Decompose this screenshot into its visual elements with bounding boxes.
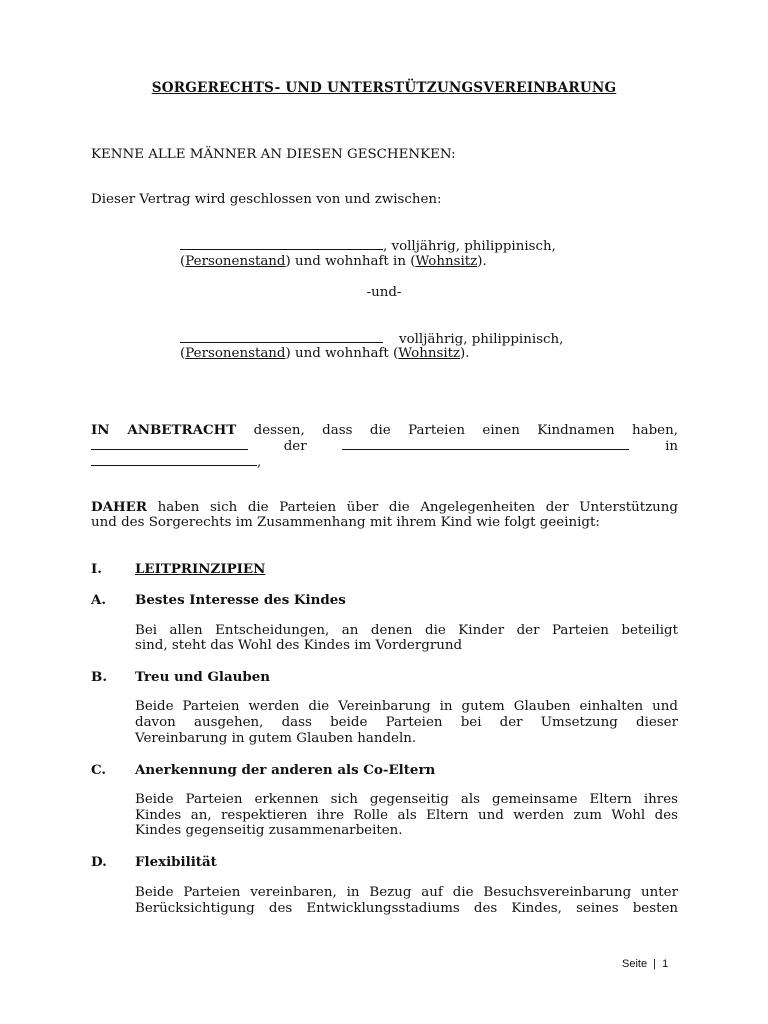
- child-birth-blank: [342, 438, 629, 450]
- whereas-line2: der in: [91, 438, 678, 454]
- page-footer: [622, 958, 668, 970]
- therefore-line2: und des Sorgerechts im Zusammenhang mit ihrem Kind wie folgt geeinigt:: [91, 515, 600, 530]
- item-d-heading: Flexibilität: [135, 854, 217, 870]
- salutation: KENNE ALLE MÄNNER AN DIESEN GESCHENKEN:: [91, 147, 456, 162]
- section-heading: LEITPRINZIPIEN: [135, 561, 266, 577]
- footer-label: Seite: [622, 958, 648, 970]
- party1-civil-status: Personenstand: [185, 254, 286, 269]
- whereas-line1: IN ANBETRACHT dessen, dass die Parteien einen Kindnamen haben,: [91, 422, 678, 438]
- item-b-line3: Vereinbarung in gutem Glauben handeln.: [135, 731, 417, 746]
- whereas-lead: IN ANBETRACHT: [91, 422, 237, 438]
- item-a-letter: A.: [91, 592, 107, 608]
- item-a-heading: Bestes Interesse des Kindes: [135, 592, 346, 608]
- party1-line1: [180, 238, 556, 254]
- section-number: I.: [91, 561, 102, 577]
- party2-line1: [180, 331, 563, 347]
- item-d-letter: D.: [91, 854, 107, 870]
- and-separator: -und-: [366, 285, 402, 300]
- item-c-line2: Kindes an, respektieren ihre Rolle als Eltern und werden zum Wohl des: [135, 808, 678, 823]
- party1-description: , volljährig, philippinisch,: [383, 239, 556, 254]
- party1-line2: (Personenstand) und wohnhaft in (Wohnsitz).: [180, 254, 487, 269]
- party2-civil-status: Personenstand: [185, 346, 286, 361]
- item-c-line1: Beide Parteien erkennen sich gegenseitig als gemeinsame Eltern ihres: [135, 792, 678, 807]
- therefore-lead: DAHER: [91, 499, 147, 515]
- document-title: SORGERECHTS- UND UNTERSTÜTZUNGSVEREINBARUNG: [151, 80, 617, 96]
- party2-name-blank: [180, 331, 383, 343]
- item-c-heading: Anerkennung der anderen als Co-Eltern: [135, 762, 436, 778]
- party2-residence: Wohnsitz: [398, 346, 461, 361]
- item-b-letter: B.: [91, 669, 107, 685]
- party1-residence: Wohnsitz: [415, 254, 478, 269]
- party2-description: volljährig, philippinisch,: [399, 332, 564, 347]
- child-name-blank: [91, 438, 248, 450]
- intro-text: Dieser Vertrag wird geschlossen von und zwischen:: [91, 192, 442, 207]
- item-b-heading: Treu und Glauben: [135, 669, 271, 685]
- item-a-line1: Bei allen Entscheidungen, an denen die Kinder der Parteien beteiligt: [135, 623, 678, 638]
- page-number: 1: [662, 958, 669, 970]
- item-c-line3: Kindes gegenseitig zusammenarbeiten.: [135, 823, 403, 838]
- party1-name-blank: [180, 238, 383, 250]
- item-d-line1: Beide Parteien vereinbaren, in Bezug auf die Besuchsvereinbarung unter: [135, 885, 678, 900]
- birthplace-blank: [91, 454, 257, 466]
- party2-line2: (Personenstand) und wohnhaft (Wohnsitz).: [180, 346, 470, 361]
- item-b-line1: Beide Parteien werden die Vereinbarung in gutem Glauben einhalten und: [135, 699, 678, 714]
- item-b-line2: davon ausgehen, dass beide Parteien bei der Umsetzung dieser: [135, 715, 678, 730]
- item-c-letter: C.: [91, 762, 107, 778]
- item-a-line2: sind, steht das Wohl des Kindes im Vordergrund: [135, 638, 463, 653]
- whereas-line3: ,: [91, 454, 261, 470]
- item-d-line2: Berücksichtigung des Entwicklungsstadiums des Kindes, seines besten: [135, 901, 678, 916]
- footer-separator: |: [653, 958, 656, 970]
- therefore-line1: DAHER haben sich die Parteien über die Angelegenheiten der Unterstützung: [91, 499, 678, 515]
